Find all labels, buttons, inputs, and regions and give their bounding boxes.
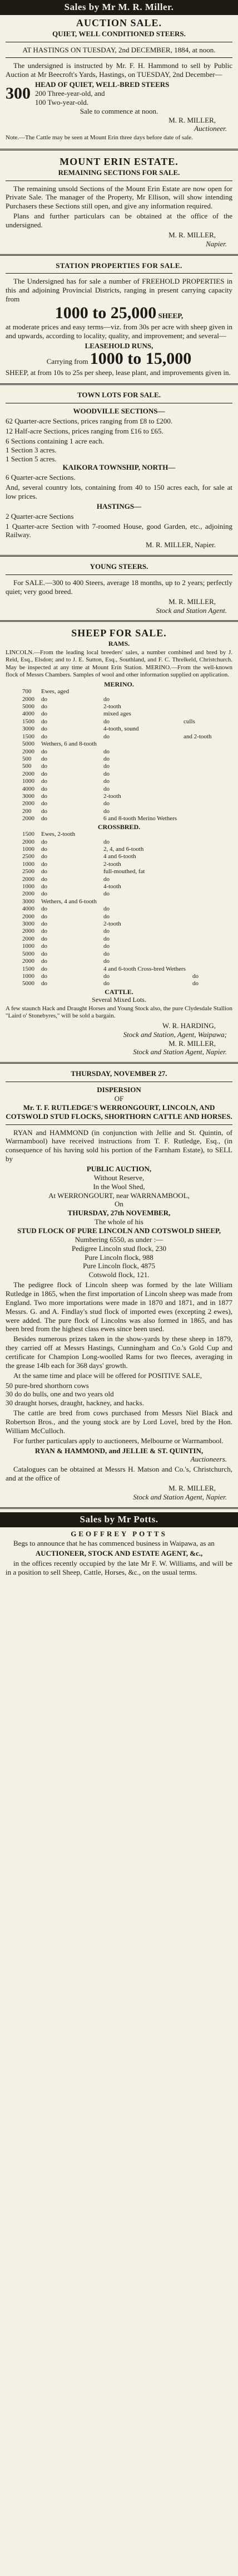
stock-description: do xyxy=(103,695,110,703)
station-range-tail: SHEEP, xyxy=(158,311,184,320)
stock-description: do xyxy=(103,748,110,755)
head-count: 1500 xyxy=(22,831,34,838)
woodville-line: 12 Half-acre Sections, prices ranging from £16 to £65. xyxy=(6,426,163,435)
stock-description: do xyxy=(41,935,47,942)
stock-description: do xyxy=(103,958,110,965)
stock-description: do xyxy=(103,785,110,792)
dispersion-bulls: 50 pure-bred shorthorn cows xyxy=(6,1381,89,1390)
section-header-potts: Sales by Mr Potts. xyxy=(0,1512,238,1527)
crossbred-row xyxy=(19,861,202,868)
merino-row xyxy=(19,800,215,807)
young-role: Stock and Station Agent. xyxy=(156,606,227,615)
stock-description: do xyxy=(41,725,47,733)
auction-sig: M. R. MILLER, xyxy=(168,115,216,124)
station-range-row xyxy=(6,305,232,322)
divider xyxy=(0,254,238,256)
potts-tail: in the offices recently occupied by the late Mr F. W. Williams, and will be in a position to sell Sheep, Cattle, Horses, &c., on the usual terms. xyxy=(6,1559,232,1576)
stock-description: do xyxy=(103,950,110,957)
divider xyxy=(0,1507,238,1509)
kaikora-line: And, several country lots, containing from 40 to 150 acres each, for sale at low prices. xyxy=(6,483,232,500)
mount-erin-sig: M. R. MILLER, xyxy=(168,230,216,239)
young-sig: M. R. MILLER, xyxy=(168,597,216,606)
stock-description: do xyxy=(41,710,47,718)
head-count: 200 xyxy=(22,807,32,815)
crossbred-row xyxy=(19,898,202,905)
divider xyxy=(0,555,238,557)
potts-logo: GEOFFREY POTTS xyxy=(71,1529,167,1538)
head-count: 2000 xyxy=(22,770,34,777)
crossbred-row xyxy=(19,943,202,950)
dispersion-thursday: THURSDAY, 27th NOVEMBER, xyxy=(67,1209,171,1218)
crossbred-row xyxy=(19,936,202,943)
head-count: 2000 xyxy=(22,913,34,920)
stock-description: Wethers, 4 and 6-tooth xyxy=(41,898,97,905)
head-count: 1500 xyxy=(22,718,34,725)
dispersion-sig: M. R. MILLER, xyxy=(168,1484,216,1493)
head-count: 1000 xyxy=(22,943,34,950)
head-count: 2000 xyxy=(22,890,34,898)
crossbred-row xyxy=(19,883,202,890)
dispersion-without: Without Reserve, xyxy=(93,1173,145,1182)
stock-description: do xyxy=(41,928,47,935)
town-sig: M. R. MILLER, Napier. xyxy=(145,540,216,549)
stock-description: do xyxy=(41,875,47,883)
town-lots-ad xyxy=(0,388,238,552)
stock-description: 2, 4, and 6-tooth xyxy=(103,846,144,853)
crossbred-row xyxy=(19,958,202,965)
head-count: 4000 xyxy=(22,785,34,792)
woodville-heading: WOODVILLE SECTIONS— xyxy=(73,407,165,416)
stock-description: do xyxy=(103,943,110,950)
dispersion-on: On xyxy=(115,1200,123,1209)
dispersion-intro: RYAN and HAMMOND (in conjunction with Jellie and St. Quintin, of Warrnambool) have received instructions from T. F. Rutledge, Esq., (in consequence of his having sold his portion of the Farnham Estate), to SELL by xyxy=(6,1128,232,1163)
dispersion-whole: The whole of his xyxy=(95,1218,143,1226)
stock-description: do xyxy=(103,972,110,980)
stock-description: do xyxy=(103,778,110,785)
head-count: 2000 xyxy=(22,748,34,755)
dispersion-agents: RYAN & HAMMOND, and JELLIE & ST. QUINTIN, xyxy=(34,1446,204,1455)
stock-description: do xyxy=(41,883,47,890)
divider xyxy=(0,620,238,622)
head-count: 2500 xyxy=(22,853,34,860)
potts-role: AUCTIONEER, STOCK AND ESTATE AGENT, &c., xyxy=(35,1549,203,1558)
merino-row xyxy=(19,808,215,815)
auction-line: 100 Two-year-old. xyxy=(35,98,89,106)
stock-description: do xyxy=(41,703,47,710)
auction-subtitle: QUIET, WELL CONDITIONED STEERS. xyxy=(52,29,186,38)
stock-description: do xyxy=(103,763,110,770)
head-count: 5000 xyxy=(22,980,34,987)
rams-text: LINCOLN.—From the leading local breeders' sales, a number combined and bred by J. Reid, Esq., Elsdon; and to J. E. Sutton, Esq., Southland, and F. C. Threlkeld, Christchurch. May be inspected at any time at Mount Erin Station. MERINO.—From the well-known flock of Messrs Chambers. Samples of wool and other information supplied on application. xyxy=(6,649,232,679)
stock-description: do xyxy=(41,733,47,740)
station-carry-tail: SHEEP, at from 10s to 25s per sheep, lease plant, and improvements given in. xyxy=(6,368,231,377)
stock-description: do xyxy=(41,905,47,913)
cattle-text: Several Mixed Lots. xyxy=(92,996,146,1004)
divider xyxy=(0,383,238,385)
dispersion-auctioneers: Auctioneers. xyxy=(190,1455,227,1464)
head-count: 2000 xyxy=(22,815,34,822)
crossbred-row xyxy=(19,846,202,853)
stock-description: do xyxy=(103,807,110,815)
dispersion-bulls2: 30 do do bulls, one and two years old xyxy=(6,1390,114,1399)
dispersion-title: DISPERSION xyxy=(97,1085,141,1094)
head-count: 1000 xyxy=(22,883,34,890)
stock-description: do xyxy=(103,913,110,920)
stock-description: 2-tooth xyxy=(103,792,121,800)
stock-description: do xyxy=(103,800,110,807)
crossbred-row xyxy=(19,890,202,898)
stock-description: do xyxy=(41,755,47,762)
stock-description: do xyxy=(41,763,47,770)
crossbred-row xyxy=(19,831,202,838)
divider xyxy=(6,1124,232,1125)
mount-erin-subtitle: REMAINING SECTIONS FOR SALE. xyxy=(58,168,180,177)
merino-row xyxy=(19,696,215,703)
head-count: 3000 xyxy=(22,898,34,905)
mount-erin-body: The remaining unsold Sections of the Mount Erin Estate are now open for Private Sale. The manager of the Property, Mr Ellison, will show intending Purchasers these Sections still open, and give any information required. xyxy=(6,184,232,211)
dispersion-p2: Pure Lincoln flock, 988 xyxy=(85,1253,153,1262)
stock-description: 4 and 6-tooth Cross-bred Wethers xyxy=(103,965,186,972)
hastings-heading: HASTINGS— xyxy=(96,501,142,510)
merino-row xyxy=(19,703,215,710)
sheep-title: SHEEP FOR SALE. xyxy=(71,627,167,639)
stock-description: do xyxy=(41,770,47,777)
merino-row xyxy=(19,741,215,748)
auction-commence: Sale to commence at noon. xyxy=(80,106,158,115)
merino-row xyxy=(19,725,215,733)
stock-description: 4-tooth, sound xyxy=(103,725,139,733)
head-count: 1000 xyxy=(22,972,34,980)
head-count: 2000 xyxy=(22,958,34,965)
station-lease: LEASEHOLD RUNS, xyxy=(85,341,153,350)
auction-title: AUCTION SALE. xyxy=(76,17,162,28)
stock-description: do xyxy=(103,733,110,740)
dispersion-role: Stock and Station Agent, Napier. xyxy=(133,1492,227,1501)
woodville-line: 62 Quarter-acre Sections, prices ranging from £8 to £200. xyxy=(6,417,173,426)
stock-description: do xyxy=(41,815,47,822)
crossbred-row xyxy=(19,868,202,875)
head-count: 4000 xyxy=(22,905,34,913)
agent2-sig: M. R. MILLER, xyxy=(168,1039,216,1048)
station-terms: at moderate prices and easy terms—viz. from 30s per acre with sheep given in and upwards, according to locality, quality, and improvement; and several— xyxy=(6,322,232,340)
head-count: 5000 xyxy=(22,950,34,957)
kaikora-heading: KAIKORA TOWNSHIP, NORTH— xyxy=(62,463,176,472)
stock-description: do xyxy=(41,853,47,860)
merino-row xyxy=(19,763,215,770)
stock-description: and 2-tooth xyxy=(184,733,212,740)
auction-intro: The undersigned is instructed by Mr. F. H. Hammond to sell by Public Auction at Mr Beecroft's Yards, Hastings, on TUESDAY, 2nd December— xyxy=(6,61,232,79)
head-count: 3000 xyxy=(22,792,34,800)
dispersion-stud: STUD FLOCK OF PURE LINCOLN AND COTSWOLD SHEEP, xyxy=(17,1226,221,1235)
station-range2: 1000 to 15,000 xyxy=(90,349,192,368)
divider xyxy=(0,149,238,150)
kaikora-line: 6 Quarter-acre Sections. xyxy=(6,473,76,482)
stock-description: do xyxy=(103,875,110,883)
stock-description: Ewes, 2-tooth xyxy=(41,831,76,838)
auction-line: 200 Three-year-old, and xyxy=(35,89,105,98)
potts-body: Begs to announce that he has commenced business in Waipawa, as an xyxy=(13,1539,215,1548)
head-count: 5000 xyxy=(22,741,34,748)
merino-row xyxy=(19,748,215,756)
rams-heading: RAMS. xyxy=(108,640,130,648)
hastings-line: 2 Quarter-acre Sections xyxy=(6,512,74,520)
mount-erin-title: MOUNT ERIN ESTATE. xyxy=(60,155,178,167)
stock-description: 4 and 6-tooth xyxy=(103,853,136,860)
crossbred-row xyxy=(19,905,202,913)
stock-description: Ewes, aged xyxy=(41,688,70,695)
head-count: 1500 xyxy=(22,733,34,740)
stock-description: do xyxy=(192,980,199,987)
merino-row xyxy=(19,718,215,725)
crossbred-row xyxy=(19,928,202,935)
head-count: 4000 xyxy=(22,710,34,718)
stock-description: mixed ages xyxy=(103,710,131,718)
stock-description: do xyxy=(41,838,47,845)
stock-description: do xyxy=(41,980,47,987)
merino-heading: MERINO. xyxy=(104,680,134,688)
cattle-heading: CATTLE. xyxy=(105,987,133,996)
stock-description: 6 and 8-tooth Merino Wethers xyxy=(103,815,177,822)
stock-description: do xyxy=(41,748,47,755)
stock-description: do xyxy=(41,860,47,868)
crossbred-row xyxy=(19,913,202,921)
dispersion-date: THURSDAY, NOVEMBER 27. xyxy=(71,1069,167,1078)
stock-description: do xyxy=(41,846,47,853)
stock-description: do xyxy=(41,792,47,800)
stock-description: culls xyxy=(184,718,195,725)
merino-row xyxy=(19,778,215,785)
stock-description: do xyxy=(103,755,110,762)
potts-ad xyxy=(0,1527,238,1580)
merino-table xyxy=(19,688,215,822)
station-body: The Undersigned has for sale a number of FREEHOLD PROPERTIES in this and adjoining Provincial Districts, ranging in present carrying capacity from xyxy=(6,277,232,304)
divider xyxy=(6,273,232,274)
dispersion-catalogues: Catalogues can be obtained at Messrs H. Matson and Co.'s, Christchurch, and at the office of xyxy=(6,1465,232,1483)
stock-description: do xyxy=(103,928,110,935)
stock-description: do xyxy=(41,972,47,980)
town-title: TOWN LOTS FOR SALE. xyxy=(77,391,161,400)
merino-row xyxy=(19,786,215,793)
stock-description: do xyxy=(41,913,47,920)
head-count: 3000 xyxy=(22,725,34,733)
dispersion-flocks: Mr. T. F. RUTLEDGE'S WERRONGOURT, LINCOLN, AND COTSWOLD STUD FLOCKS, SHORTHORN CATTLE AND HORSES. xyxy=(6,1103,232,1121)
station-carry: Carrying from xyxy=(46,357,88,366)
horses-text: A few staunch Hack and Draught Horses and Young Stock also, the pure Clydesdale Stallion "Laird o' Stonebyres," will be sold a bargain. xyxy=(6,1005,232,1020)
agent1-sig: W. R. HARDING, xyxy=(162,1021,216,1030)
stock-description: do xyxy=(41,950,47,957)
crossbred-heading: CROSSBRED. xyxy=(97,822,141,831)
head-count: 1000 xyxy=(22,860,34,868)
auction-lines xyxy=(35,80,232,107)
stock-description: do xyxy=(103,718,110,725)
crossbred-row xyxy=(19,921,202,928)
stock-description: 4-tooth xyxy=(103,883,121,890)
auction-ad xyxy=(0,15,238,145)
stock-description: do xyxy=(103,890,110,898)
dispersion-of: OF xyxy=(114,1094,124,1103)
auction-line: HEAD OF QUIET, WELL-BRED STEERS xyxy=(35,80,170,89)
stock-description: do xyxy=(41,785,47,792)
stock-description: do xyxy=(103,905,110,913)
mount-erin-plans: Plans and further particulars can be obtained at the office of the undersigned. xyxy=(6,212,232,229)
auction-note: Note.—The Cattle may be seen at Mount Erin three days before date of sale. xyxy=(6,134,193,142)
dispersion-cattle: The cattle are bred from cows purchased from Messrs Niel Black and Robertson Bros., and the young stock are by Lord Lovel, bred by the Hon. William McCulloch. xyxy=(6,1409,232,1435)
stock-description: do xyxy=(41,868,47,875)
auction-role: Auctioneer. xyxy=(194,124,227,133)
stock-description: Wethers, 6 and 8-tooth xyxy=(41,741,97,748)
woodville-section: 1 Section 5 acres. xyxy=(6,454,57,463)
stock-description: do xyxy=(103,770,110,777)
crossbred-row xyxy=(19,876,202,883)
head-count: 1500 xyxy=(22,965,34,972)
crossbred-row xyxy=(19,973,202,980)
stock-description: 2-tooth xyxy=(103,703,121,710)
divider xyxy=(6,57,232,58)
station-title: STATION PROPERTIES FOR SALE. xyxy=(56,261,182,270)
auction-count: 300 xyxy=(6,84,31,103)
head-count: 1000 xyxy=(22,778,34,785)
crossbred-row xyxy=(19,853,202,860)
auction-count-block xyxy=(6,80,232,107)
stock-description: full-mouthed, fat xyxy=(103,868,145,875)
head-count: 5000 xyxy=(22,703,34,710)
head-count: 2000 xyxy=(22,800,34,807)
stock-description: do xyxy=(103,980,110,987)
head-count: 1000 xyxy=(22,846,34,853)
merino-row xyxy=(19,793,215,800)
stock-description: do xyxy=(41,943,47,950)
mount-erin-ad xyxy=(0,154,238,251)
crossbred-row xyxy=(19,951,202,958)
station-range: 1000 to 25,000 xyxy=(54,303,157,322)
dispersion-in: In the Wool Shed, xyxy=(93,1182,145,1191)
head-count: 2000 xyxy=(22,928,34,935)
dispersion-p3: Pure Lincoln flock, 4875 xyxy=(83,1262,155,1270)
stock-description: do xyxy=(103,838,110,845)
station-carry-row xyxy=(6,350,232,367)
crossbred-row xyxy=(19,966,202,973)
merino-row xyxy=(19,733,215,741)
stock-description: 2-tooth xyxy=(103,921,121,928)
head-count: 2000 xyxy=(22,695,34,703)
sheep-ad xyxy=(0,625,238,1059)
stock-description: do xyxy=(192,972,199,980)
hastings-line: 1 Quarter-acre Section with 7-roomed House, good Garden, etc., adjoining Railway. xyxy=(6,522,232,539)
divider xyxy=(0,1062,238,1064)
head-count: 2000 xyxy=(22,838,34,845)
stock-description: do xyxy=(41,800,47,807)
agent1-role: Stock and Station, Agent, Waipawa; xyxy=(123,1030,227,1039)
dispersion-further: For further particulars apply to auctioneers, Melbourne or Warrnambool. xyxy=(13,1436,224,1445)
merino-row xyxy=(19,756,215,763)
dispersion-p1: Pedigree Lincoln stud flock, 230 xyxy=(71,1244,167,1253)
dispersion-time: At the same time and place will be offered for POSITIVE SALE, xyxy=(13,1371,202,1380)
young-title: YOUNG STEERS. xyxy=(90,562,148,571)
young-body: For SALE.—300 to 400 Steers, average 18 months, up to 2 years; perfectly quiet; very good breed. xyxy=(6,578,232,596)
dispersion-public: PUBLIC AUCTION, xyxy=(86,1164,152,1173)
stock-description: do xyxy=(41,807,47,815)
auction-date: AT HASTINGS ON TUESDAY, 2nd DECEMBER, 1884, at noon. xyxy=(22,45,216,54)
stock-description: 2-tooth xyxy=(103,860,121,868)
stock-description: do xyxy=(41,965,47,972)
divider xyxy=(6,574,232,575)
dispersion-ad xyxy=(0,1067,238,1504)
merino-row xyxy=(19,710,215,718)
crossbred-table xyxy=(19,831,202,988)
agent2-role: Stock and Station Agent, Napier. xyxy=(133,1048,227,1056)
woodville-section: 1 Section 3 acres. xyxy=(6,445,57,454)
stock-description: do xyxy=(41,958,47,965)
head-count: 2500 xyxy=(22,868,34,875)
stock-description: do xyxy=(41,890,47,898)
head-count: 2000 xyxy=(22,875,34,883)
dispersion-p4: Cotswold flock, 121. xyxy=(88,1270,150,1279)
head-count: 3000 xyxy=(22,921,34,928)
young-steers-ad xyxy=(0,560,238,617)
dispersion-numbers: Numbering 6550, as under :— xyxy=(75,1235,163,1244)
dispersion-horses: 30 draught horses, draught, hackney, and hacks. xyxy=(6,1399,144,1408)
merino-row xyxy=(19,688,215,695)
head-count: 700 xyxy=(22,688,32,695)
stock-description: do xyxy=(41,921,47,928)
stock-description: do xyxy=(41,718,47,725)
merino-row xyxy=(19,771,215,778)
head-count: 500 xyxy=(22,755,32,762)
dispersion-at: At WERRONGOURT, near WARRNAMBOOL, xyxy=(48,1191,190,1200)
station-ad xyxy=(0,259,238,381)
merino-row xyxy=(19,815,215,822)
crossbred-row xyxy=(19,980,202,987)
stock-description: do xyxy=(41,695,47,703)
dispersion-prizes: Besides numerous prizes taken in the show-yards by these sheep in 1879, they carried off at Messrs Hastings, Cunningham and Co.'s Gold Cup and certificate for Champion Long-woolled Rams for two fleeces, averaging in the grease 14lb each for 368 days' growth. xyxy=(6,1335,232,1370)
section-header-miller: Sales by Mr M. R. Miller. xyxy=(0,0,238,15)
stock-description: do xyxy=(103,935,110,942)
stock-description: do xyxy=(41,778,47,785)
head-count: 500 xyxy=(22,763,32,770)
woodville-section: 6 Sections containing 1 acre each. xyxy=(6,436,104,445)
head-count: 2000 xyxy=(22,935,34,942)
mount-erin-place: Napier. xyxy=(206,239,227,248)
dispersion-pedigree: The pedigree flock of Lincoln sheep was formed by the late William Rutledge in 1865, when the first importation of Lincoln sheep was made from England. Two more importations were made in 1870 and 1871, and in 1877 Messrs. G. and A. Findlay's stud flock of imported ewes (excepting 2 ewes), were added. The pure flock of Lincolns was also formed in 1865, and has been bred from the highest class ewes since been used. xyxy=(6,1280,232,1333)
crossbred-row xyxy=(19,839,202,846)
